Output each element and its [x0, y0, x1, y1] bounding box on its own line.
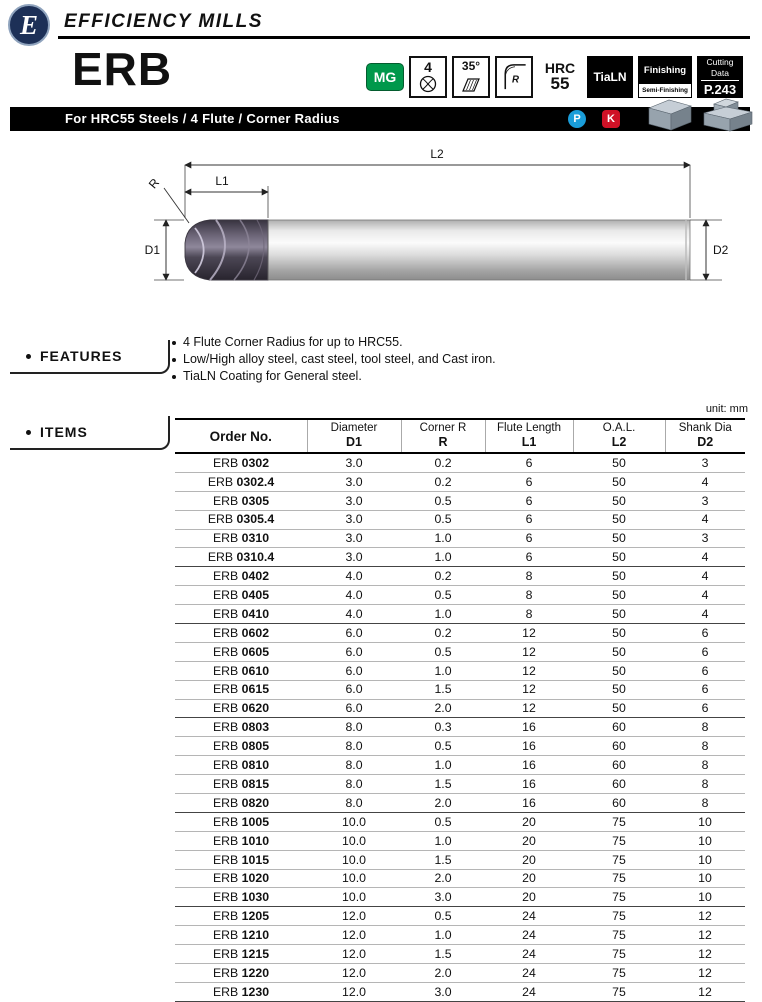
feature-text: Low/High alloy steel, cast steel, tool steel, and Cast iron. — [183, 352, 496, 366]
table-row — [175, 699, 745, 718]
oal-cell: 50 — [573, 642, 665, 661]
diameter-cell: 6.0 — [307, 680, 401, 699]
table-row — [175, 831, 745, 850]
table-row — [175, 775, 745, 794]
flute-length-cell: 6 — [485, 529, 573, 548]
flute-count: 4 — [424, 59, 432, 75]
diameter-cell: 3.0 — [307, 529, 401, 548]
series-letter-badge — [8, 4, 50, 46]
order-no-cell: ERB 0302.4 — [175, 472, 307, 491]
col-header-flute-length: Flute Length L1 — [485, 419, 573, 453]
diameter-cell: 10.0 — [307, 812, 401, 831]
shank-dia-cell: 4 — [665, 510, 745, 529]
flute-length-cell: 8 — [485, 605, 573, 624]
corner-r-cell: 0.3 — [401, 718, 485, 737]
shank-dia-cell: 12 — [665, 945, 745, 964]
corner-r-cell: 1.0 — [401, 529, 485, 548]
corner-r-cell: 2.0 — [401, 699, 485, 718]
order-no-cell: ERB 0605 — [175, 642, 307, 661]
shank-dia-cell: 12 — [665, 982, 745, 1001]
order-no-cell: ERB 0310.4 — [175, 548, 307, 567]
flute-length-cell: 16 — [485, 737, 573, 756]
shank-dia-cell: 8 — [665, 756, 745, 775]
dim-label-l1: L1 — [215, 174, 229, 188]
shank-dia-cell: 4 — [665, 472, 745, 491]
shank-dia-cell: 6 — [665, 642, 745, 661]
flute-length-cell: 24 — [485, 926, 573, 945]
oal-cell: 50 — [573, 624, 665, 643]
corner-radius-symbol: R — [512, 74, 520, 86]
table-row — [175, 548, 745, 567]
diameter-cell: 12.0 — [307, 945, 401, 964]
corner-r-cell: 0.2 — [401, 453, 485, 472]
order-no-cell: ERB 0820 — [175, 794, 307, 813]
material-p-badge: P — [568, 110, 586, 128]
diameter-cell: 6.0 — [307, 699, 401, 718]
shank-dia-cell: 6 — [665, 680, 745, 699]
corner-r-cell: 1.0 — [401, 605, 485, 624]
diameter-cell: 8.0 — [307, 756, 401, 775]
cutting-page-ref: P.243 — [701, 80, 739, 97]
shank-dia-cell: 10 — [665, 812, 745, 831]
bullet-icon — [26, 430, 31, 435]
col-header-order-no: Order No. — [175, 419, 307, 453]
table-row — [175, 453, 745, 472]
shank-dia-cell: 12 — [665, 926, 745, 945]
oal-cell: 50 — [573, 491, 665, 510]
col-header-diameter: Diameter D1 — [307, 419, 401, 453]
shank-dia-cell: 10 — [665, 888, 745, 907]
table-row — [175, 850, 745, 869]
cutting-data-badge — [697, 56, 743, 98]
table-row — [175, 718, 745, 737]
col-header-shank-dia: Shank Dia D2 — [665, 419, 745, 453]
order-no-cell: ERB 0620 — [175, 699, 307, 718]
corner-r-cell: 0.2 — [401, 472, 485, 491]
oal-cell: 75 — [573, 888, 665, 907]
oal-cell: 50 — [573, 567, 665, 586]
oal-cell: 75 — [573, 982, 665, 1001]
table-row — [175, 491, 745, 510]
col-header-oal: O.A.L. L2 — [573, 419, 665, 453]
oal-cell: 60 — [573, 775, 665, 794]
diameter-cell: 10.0 — [307, 888, 401, 907]
diameter-cell: 12.0 — [307, 907, 401, 926]
oal-cell: 50 — [573, 529, 665, 548]
diameter-cell: 8.0 — [307, 775, 401, 794]
hardness-value: 55 — [550, 74, 570, 94]
oal-cell: 50 — [573, 661, 665, 680]
unit-note: unit: mm — [705, 403, 748, 415]
diameter-cell: 10.0 — [307, 869, 401, 888]
table-row — [175, 982, 745, 1001]
flute-length-cell: 20 — [485, 888, 573, 907]
dim-label-d1: D1 — [144, 243, 160, 257]
items-section-tab — [10, 416, 170, 450]
order-no-cell: ERB 1020 — [175, 869, 307, 888]
corner-r-cell: 1.0 — [401, 756, 485, 775]
table-row — [175, 642, 745, 661]
subtitle-bar — [10, 107, 750, 131]
dim-label-r: R — [145, 175, 163, 192]
corner-r-cell: 1.0 — [401, 548, 485, 567]
flute-count-badge — [409, 56, 447, 98]
shank-dia-cell: 10 — [665, 850, 745, 869]
diameter-cell: 6.0 — [307, 661, 401, 680]
corner-radius-badge — [495, 56, 533, 98]
shank-dia-cell: 8 — [665, 794, 745, 813]
flute-length-cell: 20 — [485, 869, 573, 888]
flute-length-cell: 12 — [485, 661, 573, 680]
table-row — [175, 472, 745, 491]
oal-cell: 75 — [573, 926, 665, 945]
corner-r-cell: 0.5 — [401, 642, 485, 661]
table-row — [175, 812, 745, 831]
diameter-cell: 3.0 — [307, 472, 401, 491]
flute-length-cell: 20 — [485, 831, 573, 850]
oal-cell: 75 — [573, 907, 665, 926]
diameter-cell: 10.0 — [307, 850, 401, 869]
corner-r-cell: 0.5 — [401, 812, 485, 831]
flute-length-cell: 6 — [485, 491, 573, 510]
table-row — [175, 529, 745, 548]
diameter-cell: 8.0 — [307, 794, 401, 813]
flute-length-cell: 24 — [485, 982, 573, 1001]
flute-length-cell: 24 — [485, 945, 573, 964]
oal-cell: 60 — [573, 756, 665, 775]
shank-dia-cell: 10 — [665, 831, 745, 850]
coating-badge: TiaLN — [587, 56, 633, 98]
flute-length-cell: 16 — [485, 794, 573, 813]
order-no-cell: ERB 0410 — [175, 605, 307, 624]
feature-item — [172, 334, 738, 351]
shank-dia-cell: 3 — [665, 529, 745, 548]
flute-length-cell: 20 — [485, 812, 573, 831]
col-header-corner-r: Corner R R — [401, 419, 485, 453]
cutting-word2: Data — [711, 67, 729, 78]
diameter-cell: 12.0 — [307, 982, 401, 1001]
bullet-icon — [172, 375, 176, 379]
shank-dia-cell: 8 — [665, 718, 745, 737]
oal-cell: 75 — [573, 964, 665, 983]
items-table — [175, 418, 745, 1002]
order-no-cell: ERB 1010 — [175, 831, 307, 850]
corner-r-cell: 1.5 — [401, 945, 485, 964]
table-row — [175, 586, 745, 605]
corner-r-cell: 1.5 — [401, 775, 485, 794]
table-row — [175, 945, 745, 964]
mg-badge: MG — [366, 63, 404, 91]
oal-cell: 50 — [573, 605, 665, 624]
flute-length-cell: 6 — [485, 548, 573, 567]
finishing-badge — [638, 56, 692, 98]
oal-cell: 75 — [573, 850, 665, 869]
diameter-cell: 3.0 — [307, 510, 401, 529]
table-row — [175, 888, 745, 907]
flute-length-cell: 24 — [485, 964, 573, 983]
shank-dia-cell: 4 — [665, 605, 745, 624]
order-no-cell: ERB 0405 — [175, 586, 307, 605]
feature-item — [172, 351, 738, 368]
oal-cell: 75 — [573, 831, 665, 850]
order-no-cell: ERB 0310 — [175, 529, 307, 548]
oal-cell: 50 — [573, 548, 665, 567]
shank-dia-cell: 6 — [665, 699, 745, 718]
order-no-cell: ERB 1030 — [175, 888, 307, 907]
corner-r-cell: 1.0 — [401, 831, 485, 850]
spec-badge-row — [366, 55, 743, 99]
hardness-badge — [538, 56, 582, 98]
diameter-cell: 3.0 — [307, 453, 401, 472]
helix-angle-icon — [460, 77, 482, 93]
order-no-cell: ERB 0803 — [175, 718, 307, 737]
diameter-cell: 3.0 — [307, 548, 401, 567]
order-no-cell: ERB 0615 — [175, 680, 307, 699]
table-row — [175, 605, 745, 624]
bullet-icon — [172, 358, 176, 362]
oal-cell: 75 — [573, 869, 665, 888]
order-no-cell: ERB 0305.4 — [175, 510, 307, 529]
diameter-cell: 8.0 — [307, 718, 401, 737]
flute-length-cell: 16 — [485, 718, 573, 737]
shank-dia-cell: 3 — [665, 453, 745, 472]
corner-r-cell: 3.0 — [401, 982, 485, 1001]
series-title: EFFICIENCY MILLS — [64, 11, 263, 32]
order-no-cell: ERB 0602 — [175, 624, 307, 643]
table-row — [175, 567, 745, 586]
table-row — [175, 510, 745, 529]
order-no-cell: ERB 1210 — [175, 926, 307, 945]
table-row — [175, 869, 745, 888]
flute-length-cell: 12 — [485, 624, 573, 643]
oal-cell: 75 — [573, 812, 665, 831]
order-no-cell: ERB 0610 — [175, 661, 307, 680]
diameter-cell: 12.0 — [307, 964, 401, 983]
diameter-cell: 3.0 — [307, 491, 401, 510]
flute-cross-section-icon — [418, 75, 438, 93]
end-mill-drawing — [10, 140, 750, 345]
dim-label-d2: D2 — [713, 243, 729, 257]
flute-length-cell: 8 — [485, 567, 573, 586]
shank-dia-cell: 4 — [665, 586, 745, 605]
table-row — [175, 661, 745, 680]
flute-length-cell: 12 — [485, 680, 573, 699]
diameter-cell: 6.0 — [307, 642, 401, 661]
shank-dia-cell: 12 — [665, 964, 745, 983]
order-no-cell: ERB 0305 — [175, 491, 307, 510]
diameter-cell: 4.0 — [307, 586, 401, 605]
items-label: ITEMS — [40, 424, 88, 440]
oal-cell: 50 — [573, 699, 665, 718]
order-no-cell: ERB 1230 — [175, 982, 307, 1001]
model-title: ERB — [72, 43, 173, 95]
table-row — [175, 737, 745, 756]
table-row — [175, 907, 745, 926]
cutting-word1: Cutting — [706, 57, 734, 68]
order-no-cell: ERB 0402 — [175, 567, 307, 586]
helix-angle: 35° — [461, 59, 481, 73]
features-label: FEATURES — [40, 348, 123, 364]
table-row — [175, 624, 745, 643]
flute-length-cell: 12 — [485, 699, 573, 718]
feature-text: 4 Flute Corner Radius for up to HRC55. — [183, 335, 403, 349]
corner-r-cell: 2.0 — [401, 794, 485, 813]
table-row — [175, 964, 745, 983]
shank-dia-cell: 6 — [665, 661, 745, 680]
order-no-cell: ERB 1215 — [175, 945, 307, 964]
table-row — [175, 756, 745, 775]
bullet-icon — [26, 354, 31, 359]
table-row — [175, 680, 745, 699]
flute-length-cell: 8 — [485, 586, 573, 605]
oal-cell: 60 — [573, 718, 665, 737]
table-row — [175, 926, 745, 945]
shank-dia-cell: 4 — [665, 567, 745, 586]
flute-length-cell: 24 — [485, 907, 573, 926]
corner-r-cell: 0.5 — [401, 510, 485, 529]
diameter-cell: 4.0 — [307, 567, 401, 586]
oal-cell: 50 — [573, 510, 665, 529]
bullet-icon — [172, 341, 176, 345]
corner-r-cell: 1.0 — [401, 661, 485, 680]
title-rule — [58, 36, 750, 39]
order-no-cell: ERB 1005 — [175, 812, 307, 831]
oal-cell: 75 — [573, 945, 665, 964]
table-header-row — [175, 419, 745, 453]
shank-dia-cell: 8 — [665, 737, 745, 756]
corner-r-cell: 2.0 — [401, 869, 485, 888]
corner-r-cell: 1.5 — [401, 680, 485, 699]
shank-dia-cell: 3 — [665, 491, 745, 510]
table-row — [175, 794, 745, 813]
oal-cell: 50 — [573, 680, 665, 699]
workpiece-block-icon — [643, 96, 695, 137]
flute-length-cell: 16 — [485, 756, 573, 775]
corner-r-cell: 0.5 — [401, 907, 485, 926]
hardness-label: HRC — [544, 59, 576, 76]
subtitle-text: For HRC55 Steels / 4 Flute / Corner Radius — [65, 111, 340, 126]
oal-cell: 50 — [573, 472, 665, 491]
flute-length-cell: 6 — [485, 472, 573, 491]
finishing-secondary: Semi-Finishing — [639, 84, 691, 97]
shank-dia-cell: 4 — [665, 548, 745, 567]
order-no-cell: ERB 0302 — [175, 453, 307, 472]
material-k-badge: K — [602, 110, 620, 128]
shank-dia-cell: 8 — [665, 775, 745, 794]
helix-angle-badge — [452, 56, 490, 98]
workpiece-step-block-icon — [700, 96, 756, 137]
dim-label-l2: L2 — [430, 147, 444, 161]
order-no-cell: ERB 1205 — [175, 907, 307, 926]
diameter-cell: 4.0 — [307, 605, 401, 624]
corner-r-cell: 1.0 — [401, 926, 485, 945]
order-no-cell: ERB 0805 — [175, 737, 307, 756]
feature-item — [172, 368, 738, 385]
order-no-cell: ERB 1015 — [175, 850, 307, 869]
oal-cell: 50 — [573, 453, 665, 472]
order-no-cell: ERB 0815 — [175, 775, 307, 794]
corner-r-cell: 0.5 — [401, 586, 485, 605]
order-no-cell: ERB 0810 — [175, 756, 307, 775]
feature-text: TiaLN Coating for General steel. — [183, 369, 362, 383]
flute-length-cell: 16 — [485, 775, 573, 794]
corner-r-cell: 1.5 — [401, 850, 485, 869]
corner-radius-icon — [499, 60, 529, 93]
oal-cell: 60 — [573, 737, 665, 756]
flute-length-cell: 12 — [485, 642, 573, 661]
diameter-cell: 8.0 — [307, 737, 401, 756]
shank-dia-cell: 12 — [665, 907, 745, 926]
corner-r-cell: 0.2 — [401, 567, 485, 586]
series-letter: E — [19, 9, 38, 40]
oal-cell: 60 — [573, 794, 665, 813]
features-section-tab — [10, 340, 170, 374]
shank-dia-cell: 10 — [665, 869, 745, 888]
diameter-cell: 12.0 — [307, 926, 401, 945]
shank — [268, 220, 690, 280]
corner-r-cell: 2.0 — [401, 964, 485, 983]
flute-length-cell: 20 — [485, 850, 573, 869]
corner-r-cell: 0.2 — [401, 624, 485, 643]
items-table-body — [175, 453, 745, 1001]
corner-r-cell: 0.5 — [401, 491, 485, 510]
order-no-cell: ERB 1220 — [175, 964, 307, 983]
diameter-cell: 10.0 — [307, 831, 401, 850]
shank-dia-cell: 6 — [665, 624, 745, 643]
features-list — [172, 334, 738, 385]
flute-length-cell: 6 — [485, 453, 573, 472]
corner-r-cell: 3.0 — [401, 888, 485, 907]
oal-cell: 50 — [573, 586, 665, 605]
corner-r-cell: 0.5 — [401, 737, 485, 756]
diameter-cell: 6.0 — [307, 624, 401, 643]
flute-length-cell: 6 — [485, 510, 573, 529]
finishing-primary: Finishing — [643, 65, 687, 76]
